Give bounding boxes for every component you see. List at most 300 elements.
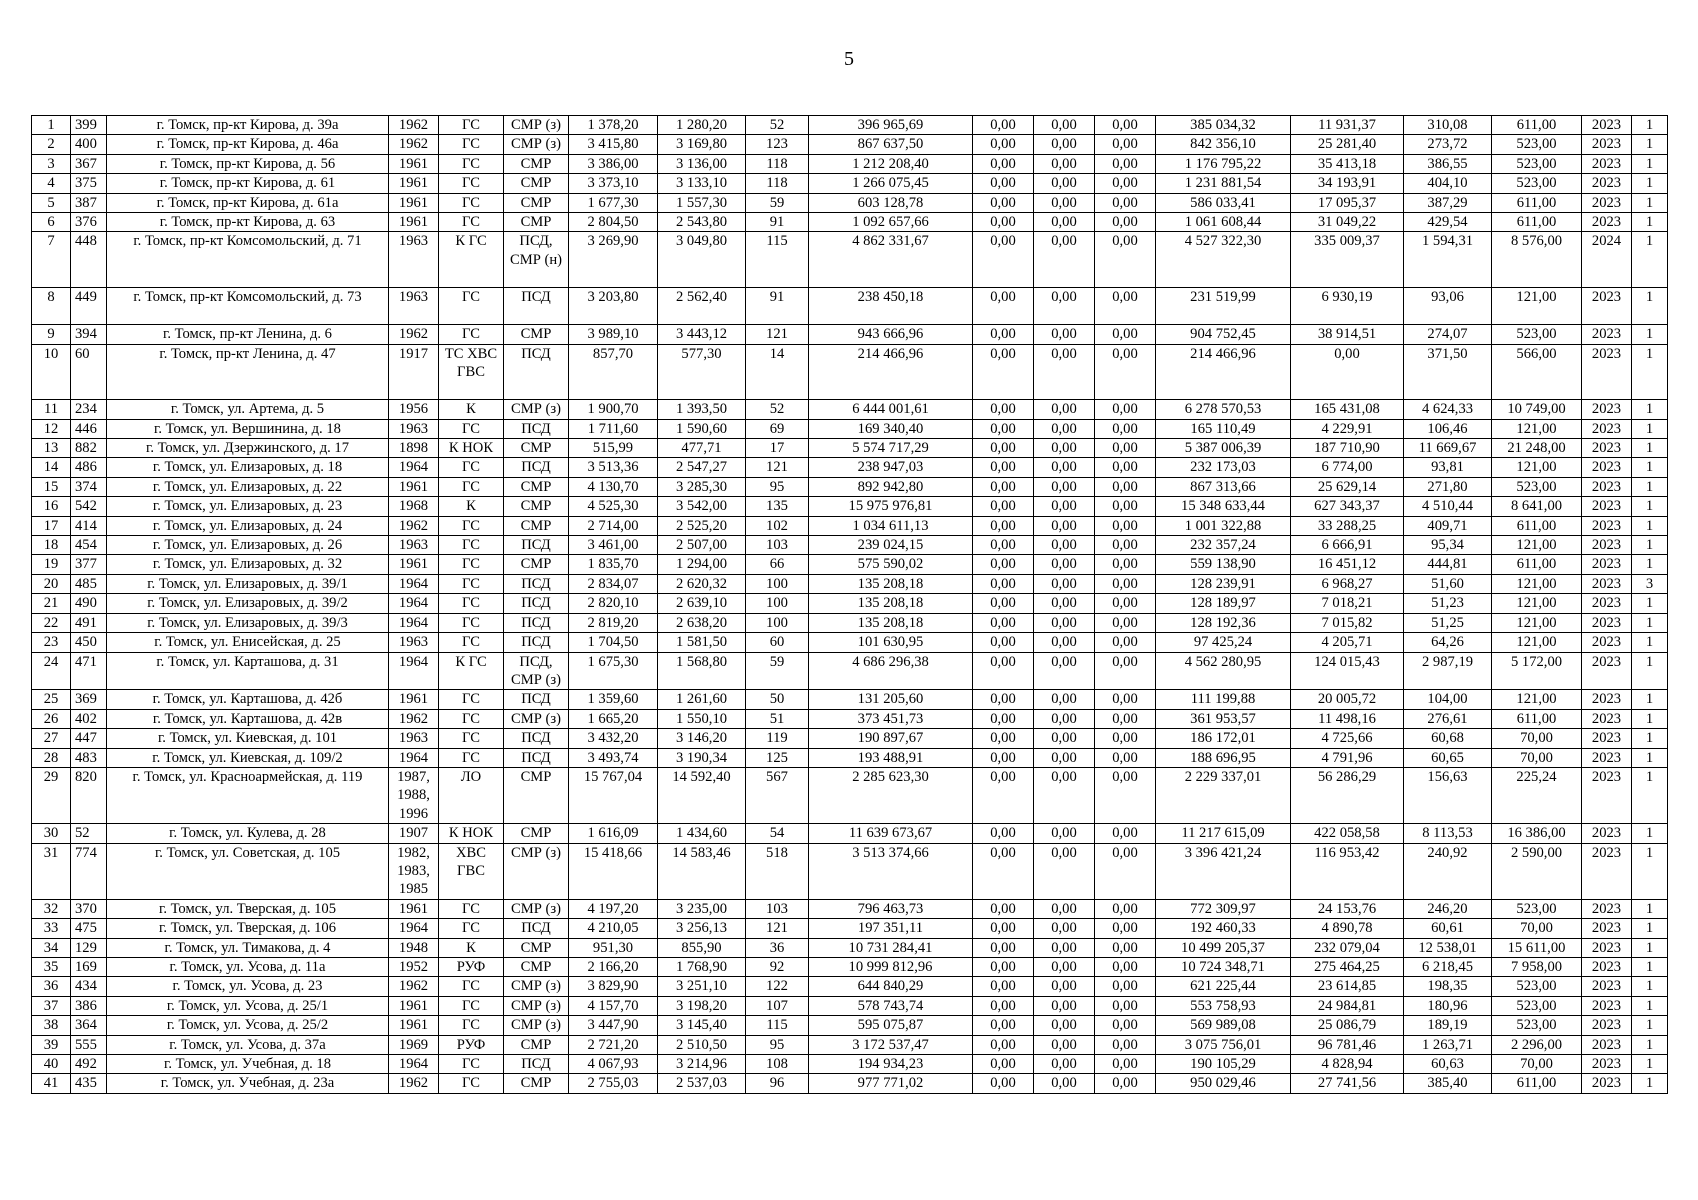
cost-per-sqm-cell: 2 987,19 [1404, 652, 1492, 690]
living-area-cell: 3 251,10 [658, 977, 746, 996]
house-id-cell: 486 [71, 458, 107, 477]
cost-per-sqm-cell: 4 510,44 [1404, 497, 1492, 516]
total-cost-cell: 578 743,74 [809, 996, 973, 1015]
cost-owners-cell: 25 086,79 [1291, 1016, 1404, 1035]
max-cost-per-sqm-cell: 15 611,00 [1492, 938, 1582, 957]
residents-count-cell: 66 [746, 555, 809, 574]
cost-regional-cell: 0,00 [1034, 116, 1095, 135]
work-types-cell: ГС [439, 899, 504, 918]
residents-count-cell: 14 [746, 344, 809, 400]
work-types-cell: ГС [439, 325, 504, 344]
build-year-cell: 1961 [389, 899, 439, 918]
cost-federal-cell: 0,00 [973, 594, 1034, 613]
max-cost-per-sqm-cell: 121,00 [1492, 419, 1582, 438]
total-cost-cell: 1 034 611,13 [809, 516, 973, 535]
method-cell: 1 [1632, 1074, 1668, 1093]
plan-year-cell: 2023 [1582, 633, 1632, 652]
cost-federal-cell: 0,00 [973, 325, 1034, 344]
cost-per-sqm-cell: 104,00 [1404, 690, 1492, 709]
cost-municipal-cell: 0,00 [1095, 232, 1156, 288]
max-cost-per-sqm-cell: 611,00 [1492, 193, 1582, 212]
cost-per-sqm-cell: 429,54 [1404, 213, 1492, 232]
living-area-cell: 1 434,60 [658, 824, 746, 843]
page-number: 5 [844, 48, 854, 70]
work-stage-cell: ПСД [504, 574, 569, 593]
cost-regional-cell: 0,00 [1034, 824, 1095, 843]
cost-federal-cell: 0,00 [973, 633, 1034, 652]
row-number-cell: 39 [32, 1035, 71, 1054]
work-stage-cell: СМР [504, 516, 569, 535]
cost-federal-cell: 0,00 [973, 729, 1034, 748]
cost-municipal-cell: 0,00 [1095, 594, 1156, 613]
work-stage-cell: СМР [504, 938, 569, 957]
total-cost-cell: 2 285 623,30 [809, 767, 973, 823]
cost-owners-cell: 4 791,96 [1291, 748, 1404, 767]
method-cell: 1 [1632, 288, 1668, 325]
max-cost-per-sqm-cell: 523,00 [1492, 899, 1582, 918]
row-number-cell: 6 [32, 213, 71, 232]
living-area-cell: 1 557,30 [658, 193, 746, 212]
row-number-cell: 15 [32, 477, 71, 496]
work-types-cell: ГС [439, 477, 504, 496]
max-cost-per-sqm-cell: 121,00 [1492, 288, 1582, 325]
method-cell: 1 [1632, 824, 1668, 843]
method-cell: 1 [1632, 419, 1668, 438]
cost-fund-cell: 128 239,91 [1156, 574, 1291, 593]
max-cost-per-sqm-cell: 611,00 [1492, 709, 1582, 728]
row-number-cell: 3 [32, 154, 71, 173]
cost-regional-cell: 0,00 [1034, 690, 1095, 709]
table-row [32, 690, 1668, 709]
cost-municipal-cell: 0,00 [1095, 419, 1156, 438]
house-id-cell: 370 [71, 899, 107, 918]
cost-regional-cell: 0,00 [1034, 938, 1095, 957]
cost-owners-cell: 6 968,27 [1291, 574, 1404, 593]
build-year-cell: 1917 [389, 344, 439, 400]
total-cost-cell: 603 128,78 [809, 193, 973, 212]
cost-regional-cell: 0,00 [1034, 1074, 1095, 1093]
cost-regional-cell: 0,00 [1034, 536, 1095, 555]
cost-federal-cell: 0,00 [973, 996, 1034, 1015]
cost-per-sqm-cell: 271,80 [1404, 477, 1492, 496]
work-stage-cell: ПСД [504, 729, 569, 748]
max-cost-per-sqm-cell: 70,00 [1492, 919, 1582, 938]
cost-per-sqm-cell: 93,81 [1404, 458, 1492, 477]
cost-municipal-cell: 0,00 [1095, 919, 1156, 938]
cost-owners-cell: 56 286,29 [1291, 767, 1404, 823]
cost-regional-cell: 0,00 [1034, 613, 1095, 632]
total-cost-cell: 6 444 001,61 [809, 400, 973, 419]
cost-municipal-cell: 0,00 [1095, 516, 1156, 535]
address-cell: г. Томск, ул. Усова, д. 37а [107, 1035, 389, 1054]
residents-count-cell: 96 [746, 1074, 809, 1093]
cost-per-sqm-cell: 11 669,67 [1404, 439, 1492, 458]
work-stage-cell: СМР [504, 1074, 569, 1093]
cost-owners-cell: 25 629,14 [1291, 477, 1404, 496]
living-area-cell: 14 592,40 [658, 767, 746, 823]
work-types-cell: ГС [439, 594, 504, 613]
cost-municipal-cell: 0,00 [1095, 1035, 1156, 1054]
house-id-cell: 387 [71, 193, 107, 212]
cost-per-sqm-cell: 273,72 [1404, 135, 1492, 154]
cost-owners-cell: 23 614,85 [1291, 977, 1404, 996]
total-area-cell: 1 359,60 [569, 690, 658, 709]
address-cell: г. Томск, ул. Кулева, д. 28 [107, 824, 389, 843]
work-types-cell: ГС [439, 748, 504, 767]
row-number-cell: 24 [32, 652, 71, 690]
table-body [32, 116, 1668, 1094]
total-cost-cell: 1 092 657,66 [809, 213, 973, 232]
residents-count-cell: 54 [746, 824, 809, 843]
plan-year-cell: 2023 [1582, 439, 1632, 458]
cost-fund-cell: 165 110,49 [1156, 419, 1291, 438]
row-number-cell: 10 [32, 344, 71, 400]
total-area-cell: 1 900,70 [569, 400, 658, 419]
build-year-cell: 1963 [389, 729, 439, 748]
total-area-cell: 1 665,20 [569, 709, 658, 728]
max-cost-per-sqm-cell: 225,24 [1492, 767, 1582, 823]
work-stage-cell: ПСД [504, 1055, 569, 1074]
cost-regional-cell: 0,00 [1034, 174, 1095, 193]
plan-year-cell: 2023 [1582, 996, 1632, 1015]
living-area-cell: 1 550,10 [658, 709, 746, 728]
living-area-cell: 1 393,50 [658, 400, 746, 419]
row-number-cell: 23 [32, 633, 71, 652]
build-year-cell: 1963 [389, 419, 439, 438]
cost-fund-cell: 5 387 006,39 [1156, 439, 1291, 458]
row-number-cell: 17 [32, 516, 71, 535]
total-area-cell: 4 157,70 [569, 996, 658, 1015]
build-year-cell: 1956 [389, 400, 439, 419]
cost-federal-cell: 0,00 [973, 899, 1034, 918]
residents-count-cell: 103 [746, 899, 809, 918]
cost-municipal-cell: 0,00 [1095, 154, 1156, 173]
row-number-cell: 22 [32, 613, 71, 632]
method-cell: 1 [1632, 439, 1668, 458]
table-row [32, 1055, 1668, 1074]
row-number-cell: 29 [32, 767, 71, 823]
row-number-cell: 41 [32, 1074, 71, 1093]
max-cost-per-sqm-cell: 523,00 [1492, 1016, 1582, 1035]
table-row [32, 767, 1668, 823]
method-cell: 1 [1632, 536, 1668, 555]
max-cost-per-sqm-cell: 611,00 [1492, 116, 1582, 135]
max-cost-per-sqm-cell: 611,00 [1492, 516, 1582, 535]
cost-per-sqm-cell: 276,61 [1404, 709, 1492, 728]
total-area-cell: 2 834,07 [569, 574, 658, 593]
table-row [32, 135, 1668, 154]
residents-count-cell: 95 [746, 477, 809, 496]
max-cost-per-sqm-cell: 611,00 [1492, 555, 1582, 574]
living-area-cell: 855,90 [658, 938, 746, 957]
cost-regional-cell: 0,00 [1034, 458, 1095, 477]
total-area-cell: 2 721,20 [569, 1035, 658, 1054]
cost-per-sqm-cell: 60,65 [1404, 748, 1492, 767]
living-area-cell: 1 294,00 [658, 555, 746, 574]
build-year-cell: 1898 [389, 439, 439, 458]
work-types-cell: ГС [439, 458, 504, 477]
method-cell: 1 [1632, 154, 1668, 173]
cost-regional-cell: 0,00 [1034, 232, 1095, 288]
total-area-cell: 3 203,80 [569, 288, 658, 325]
total-cost-cell: 135 208,18 [809, 594, 973, 613]
living-area-cell: 1 261,60 [658, 690, 746, 709]
work-stage-cell: СМР [504, 824, 569, 843]
total-area-cell: 4 067,93 [569, 1055, 658, 1074]
cost-per-sqm-cell: 60,63 [1404, 1055, 1492, 1074]
living-area-cell: 3 443,12 [658, 325, 746, 344]
row-number-cell: 31 [32, 843, 71, 899]
max-cost-per-sqm-cell: 523,00 [1492, 477, 1582, 496]
max-cost-per-sqm-cell: 523,00 [1492, 996, 1582, 1015]
cost-municipal-cell: 0,00 [1095, 824, 1156, 843]
cost-municipal-cell: 0,00 [1095, 996, 1156, 1015]
work-types-cell: К ГС [439, 652, 504, 690]
work-types-cell: К [439, 938, 504, 957]
house-id-cell: 60 [71, 344, 107, 400]
house-id-cell: 450 [71, 633, 107, 652]
cost-municipal-cell: 0,00 [1095, 574, 1156, 593]
cost-municipal-cell: 0,00 [1095, 1055, 1156, 1074]
residents-count-cell: 52 [746, 116, 809, 135]
plan-year-cell: 2023 [1582, 919, 1632, 938]
work-types-cell: ЛО [439, 767, 504, 823]
address-cell: г. Томск, ул. Тверская, д. 106 [107, 919, 389, 938]
max-cost-per-sqm-cell: 611,00 [1492, 1074, 1582, 1093]
cost-fund-cell: 1 061 608,44 [1156, 213, 1291, 232]
method-cell: 1 [1632, 1055, 1668, 1074]
method-cell: 1 [1632, 843, 1668, 899]
cost-municipal-cell: 0,00 [1095, 899, 1156, 918]
build-year-cell: 1907 [389, 824, 439, 843]
total-cost-cell: 15 975 976,81 [809, 497, 973, 516]
address-cell: г. Томск, ул. Елизаровых, д. 39/1 [107, 574, 389, 593]
table-row [32, 899, 1668, 918]
cost-fund-cell: 1 001 322,88 [1156, 516, 1291, 535]
living-area-cell: 2 562,40 [658, 288, 746, 325]
residents-count-cell: 118 [746, 154, 809, 173]
cost-owners-cell: 4 890,78 [1291, 919, 1404, 938]
total-cost-cell: 214 466,96 [809, 344, 973, 400]
work-types-cell: К [439, 400, 504, 419]
row-number-cell: 12 [32, 419, 71, 438]
work-types-cell: ГС [439, 174, 504, 193]
cost-federal-cell: 0,00 [973, 652, 1034, 690]
table-row [32, 536, 1668, 555]
total-area-cell: 3 269,90 [569, 232, 658, 288]
house-id-cell: 435 [71, 1074, 107, 1093]
cost-owners-cell: 11 498,16 [1291, 709, 1404, 728]
build-year-cell: 1964 [389, 652, 439, 690]
cost-municipal-cell: 0,00 [1095, 288, 1156, 325]
build-year-cell: 1982, 1983, 1985 [389, 843, 439, 899]
cost-regional-cell: 0,00 [1034, 899, 1095, 918]
table-row [32, 594, 1668, 613]
plan-year-cell: 2023 [1582, 116, 1632, 135]
max-cost-per-sqm-cell: 10 749,00 [1492, 400, 1582, 419]
table-row [32, 116, 1668, 135]
build-year-cell: 1963 [389, 288, 439, 325]
residents-count-cell: 95 [746, 1035, 809, 1054]
cost-owners-cell: 0,00 [1291, 344, 1404, 400]
method-cell: 1 [1632, 748, 1668, 767]
cost-fund-cell: 867 313,66 [1156, 477, 1291, 496]
cost-fund-cell: 232 357,24 [1156, 536, 1291, 555]
table-row [32, 1035, 1668, 1054]
total-cost-cell: 169 340,40 [809, 419, 973, 438]
address-cell: г. Томск, пр-кт Комсомольский, д. 71 [107, 232, 389, 288]
living-area-cell: 3 214,96 [658, 1055, 746, 1074]
cost-owners-cell: 627 343,37 [1291, 497, 1404, 516]
cost-owners-cell: 116 953,42 [1291, 843, 1404, 899]
house-id-cell: 542 [71, 497, 107, 516]
total-area-cell: 1 835,70 [569, 555, 658, 574]
cost-owners-cell: 31 049,22 [1291, 213, 1404, 232]
cost-fund-cell: 15 348 633,44 [1156, 497, 1291, 516]
row-number-cell: 13 [32, 439, 71, 458]
total-area-cell: 1 711,60 [569, 419, 658, 438]
cost-owners-cell: 232 079,04 [1291, 938, 1404, 957]
living-area-cell: 2 543,80 [658, 213, 746, 232]
total-area-cell: 2 804,50 [569, 213, 658, 232]
build-year-cell: 1948 [389, 938, 439, 957]
address-cell: г. Томск, пр-кт Кирова, д. 61а [107, 193, 389, 212]
living-area-cell: 1 768,90 [658, 958, 746, 977]
plan-year-cell: 2023 [1582, 1035, 1632, 1054]
cost-owners-cell: 124 015,43 [1291, 652, 1404, 690]
total-area-cell: 1 378,20 [569, 116, 658, 135]
house-id-cell: 447 [71, 729, 107, 748]
living-area-cell: 3 133,10 [658, 174, 746, 193]
cost-fund-cell: 621 225,44 [1156, 977, 1291, 996]
build-year-cell: 1963 [389, 232, 439, 288]
build-year-cell: 1964 [389, 748, 439, 767]
address-cell: г. Томск, ул. Усова, д. 25/1 [107, 996, 389, 1015]
residents-count-cell: 92 [746, 958, 809, 977]
work-stage-cell: ПСД [504, 536, 569, 555]
residents-count-cell: 102 [746, 516, 809, 535]
cost-federal-cell: 0,00 [973, 1055, 1034, 1074]
work-types-cell: ГС [439, 633, 504, 652]
house-id-cell: 400 [71, 135, 107, 154]
cost-per-sqm-cell: 1 594,31 [1404, 232, 1492, 288]
cost-federal-cell: 0,00 [973, 516, 1034, 535]
max-cost-per-sqm-cell: 566,00 [1492, 344, 1582, 400]
cost-fund-cell: 950 029,46 [1156, 1074, 1291, 1093]
house-id-cell: 483 [71, 748, 107, 767]
row-number-cell: 11 [32, 400, 71, 419]
table-row [32, 154, 1668, 173]
total-area-cell: 2 166,20 [569, 958, 658, 977]
cost-municipal-cell: 0,00 [1095, 938, 1156, 957]
method-cell: 1 [1632, 174, 1668, 193]
cost-fund-cell: 232 173,03 [1156, 458, 1291, 477]
table-row [32, 919, 1668, 938]
cost-federal-cell: 0,00 [973, 400, 1034, 419]
residents-count-cell: 91 [746, 213, 809, 232]
plan-year-cell: 2023 [1582, 613, 1632, 632]
cost-federal-cell: 0,00 [973, 213, 1034, 232]
total-area-cell: 951,30 [569, 938, 658, 957]
cost-municipal-cell: 0,00 [1095, 325, 1156, 344]
work-stage-cell: СМР [504, 213, 569, 232]
method-cell: 1 [1632, 497, 1668, 516]
work-types-cell: ГС [439, 613, 504, 632]
cost-municipal-cell: 0,00 [1095, 458, 1156, 477]
total-cost-cell: 238 450,18 [809, 288, 973, 325]
plan-year-cell: 2023 [1582, 958, 1632, 977]
cost-per-sqm-cell: 1 263,71 [1404, 1035, 1492, 1054]
work-types-cell: ГС [439, 690, 504, 709]
table-row [32, 232, 1668, 288]
cost-federal-cell: 0,00 [973, 232, 1034, 288]
plan-year-cell: 2023 [1582, 213, 1632, 232]
cost-per-sqm-cell: 93,06 [1404, 288, 1492, 325]
cost-regional-cell: 0,00 [1034, 594, 1095, 613]
address-cell: г. Томск, ул. Дзержинского, д. 17 [107, 439, 389, 458]
cost-owners-cell: 11 931,37 [1291, 116, 1404, 135]
cost-owners-cell: 4 725,66 [1291, 729, 1404, 748]
table-row [32, 174, 1668, 193]
total-area-cell: 15 767,04 [569, 767, 658, 823]
cost-owners-cell: 6 774,00 [1291, 458, 1404, 477]
cost-municipal-cell: 0,00 [1095, 536, 1156, 555]
cost-owners-cell: 24 984,81 [1291, 996, 1404, 1015]
table-row [32, 748, 1668, 767]
table-row [32, 555, 1668, 574]
total-cost-cell: 10 731 284,41 [809, 938, 973, 957]
plan-year-cell: 2023 [1582, 536, 1632, 555]
cost-regional-cell: 0,00 [1034, 709, 1095, 728]
residents-count-cell: 91 [746, 288, 809, 325]
method-cell: 1 [1632, 232, 1668, 288]
table-row [32, 633, 1668, 652]
work-types-cell: ГС [439, 116, 504, 135]
living-area-cell: 1 581,50 [658, 633, 746, 652]
cost-owners-cell: 6 666,91 [1291, 536, 1404, 555]
row-number-cell: 36 [32, 977, 71, 996]
cost-owners-cell: 422 058,58 [1291, 824, 1404, 843]
table-row [32, 213, 1668, 232]
table-row [32, 958, 1668, 977]
residents-count-cell: 121 [746, 919, 809, 938]
cost-fund-cell: 772 309,97 [1156, 899, 1291, 918]
cost-municipal-cell: 0,00 [1095, 1074, 1156, 1093]
cost-municipal-cell: 0,00 [1095, 1016, 1156, 1035]
work-types-cell: К ГС [439, 232, 504, 288]
residents-count-cell: 122 [746, 977, 809, 996]
cost-per-sqm-cell: 12 538,01 [1404, 938, 1492, 957]
cost-municipal-cell: 0,00 [1095, 843, 1156, 899]
plan-year-cell: 2023 [1582, 497, 1632, 516]
build-year-cell: 1961 [389, 477, 439, 496]
total-cost-cell: 190 897,67 [809, 729, 973, 748]
cost-owners-cell: 4 205,71 [1291, 633, 1404, 652]
method-cell: 1 [1632, 325, 1668, 344]
table-row [32, 613, 1668, 632]
total-cost-cell: 1 266 075,45 [809, 174, 973, 193]
total-area-cell: 1 677,30 [569, 193, 658, 212]
plan-year-cell: 2023 [1582, 899, 1632, 918]
max-cost-per-sqm-cell: 70,00 [1492, 1055, 1582, 1074]
cost-fund-cell: 559 138,90 [1156, 555, 1291, 574]
residents-count-cell: 52 [746, 400, 809, 419]
total-cost-cell: 644 840,29 [809, 977, 973, 996]
living-area-cell: 3 542,00 [658, 497, 746, 516]
build-year-cell: 1964 [389, 919, 439, 938]
work-types-cell: ГС [439, 193, 504, 212]
max-cost-per-sqm-cell: 21 248,00 [1492, 439, 1582, 458]
